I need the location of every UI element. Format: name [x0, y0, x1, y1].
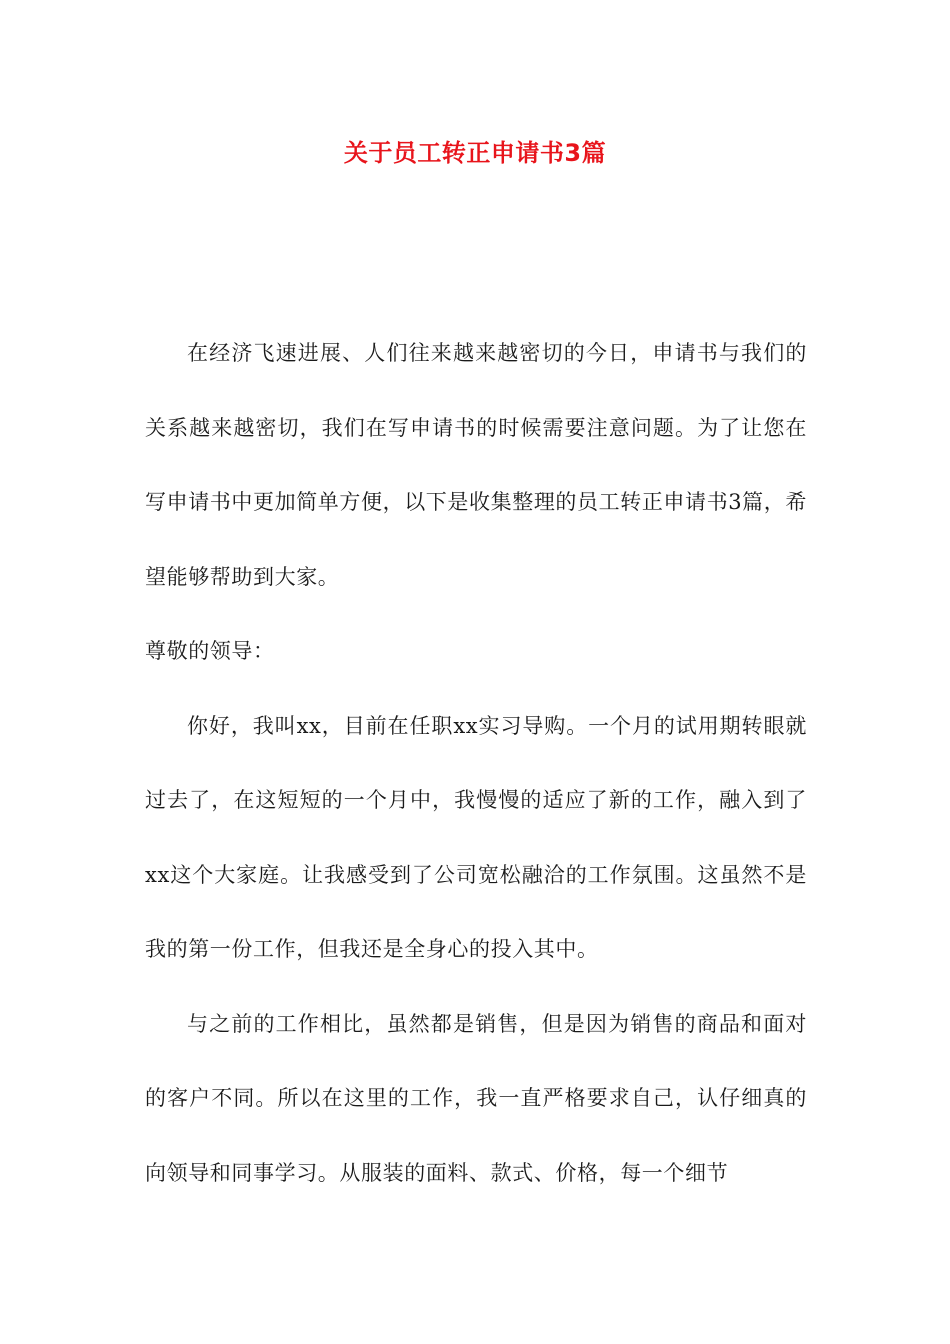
document-body	[145, 316, 807, 1210]
document-title: 关于员工转正申请书3篇	[343, 139, 607, 167]
body-paragraph-1: 你好，我叫xx，目前在任职xx实习导购。一个月的试用期转眼就过去了，在这短短的一个月中，我慢慢的适应了新的工作，融入到了xx这个大家庭。让我感受到了公司宽松融洽的工作氛围。这虽然不是我的第一份工作，但我还是全身心的投入其中。	[145, 713, 807, 961]
intro-paragraph: 在经济飞速进展、人们往来越来越密切的今日，申请书与我们的关系越来越密切，我们在写申请书的时候需要注意问题。为了让您在写申请书中更加简单方便，以下是收集整理的员工转正申请书3篇，希望能够帮助到大家。	[145, 341, 807, 589]
body-paragraph-2: 与之前的工作相比，虽然都是销售，但是因为销售的商品和面对的客户不同。所以在这里的工作，我一直严格要求自己，认仔细真的向领导和同事学习。从服装的面料、款式、价格，每一个细节	[145, 1011, 807, 1185]
salutation: 尊敬的领导：	[145, 639, 275, 663]
